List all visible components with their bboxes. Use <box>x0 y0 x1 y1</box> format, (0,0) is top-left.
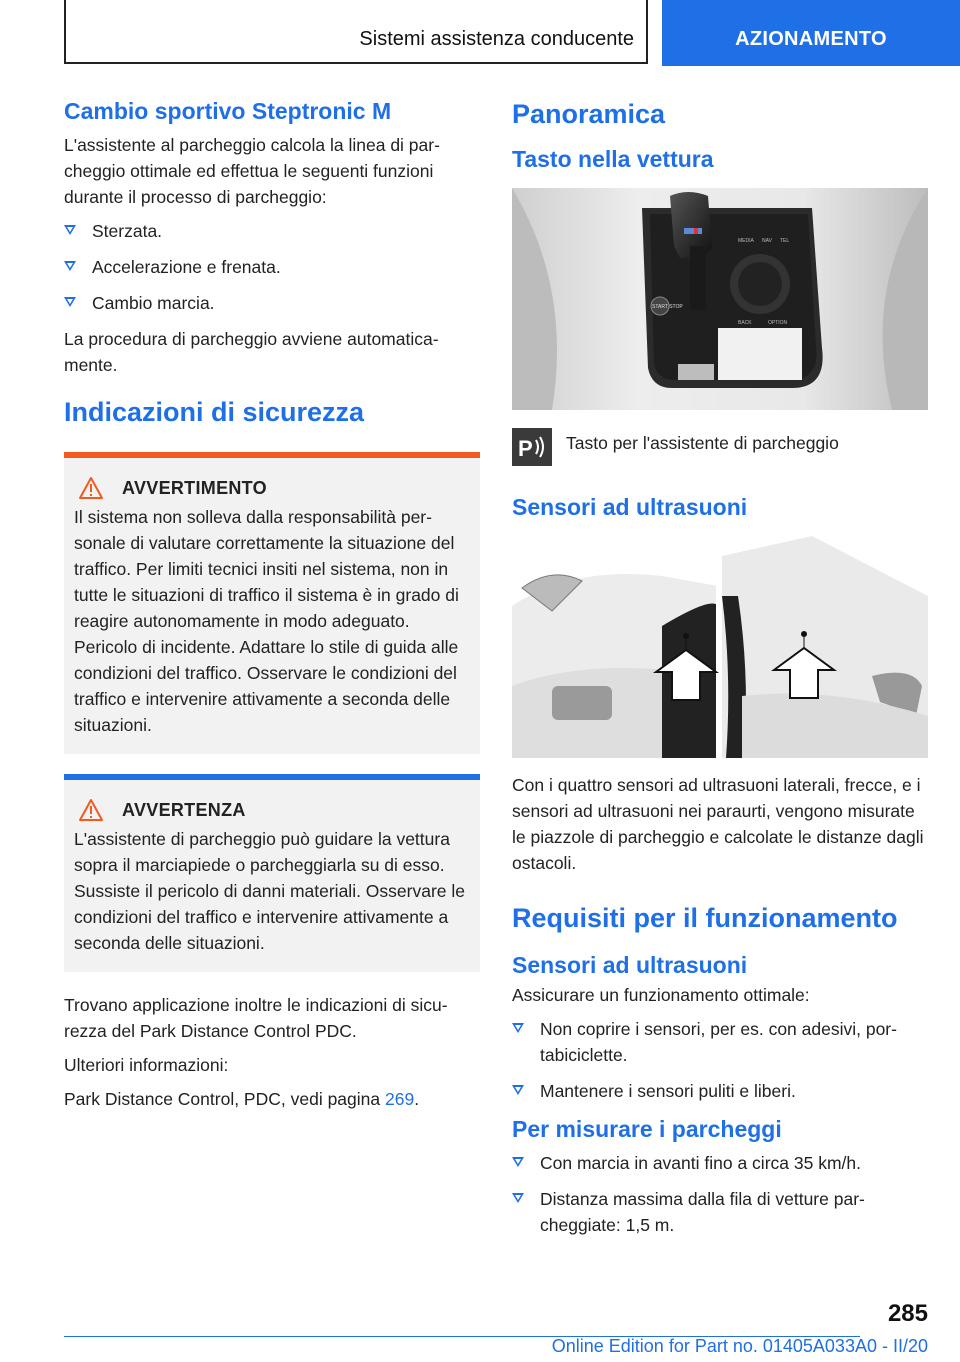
section-title: Sistemi assistenza conducente <box>359 28 634 50</box>
list-item: Accelerazione e frenata. <box>64 254 480 280</box>
back-label: BACK <box>738 320 752 326</box>
start-stop-label: START STOP <box>652 304 683 310</box>
warning-triangle-icon <box>78 476 104 500</box>
measure-list <box>512 1150 928 1238</box>
reference-paragraph: Park Distance Control, PDC, vedi pagina 269. <box>64 1089 420 1109</box>
page-reference-link[interactable]: 269 <box>384 1089 415 1109</box>
list-item: Sterzata. <box>64 218 480 244</box>
list-item: Non coprire i sensori, per es. con adesivi, portabiciclette. <box>512 1016 928 1068</box>
sensors-paragraph: Con i quattro sensori ad ultrasuoni laterali, frecce, e i sensori ad ultrasuoni nei paraurti, vengono misurate le piazzole di parcheggio e calcolate le distanze dagli ostacoli. <box>512 775 924 873</box>
notice-title: AVVERTENZA <box>122 799 246 820</box>
heading-sensors-requirements: Sensori ad ultrasuoni <box>512 952 748 978</box>
warning-title: AVVERTIMENTO <box>122 477 267 498</box>
heading-button: Tasto nella vettura <box>512 146 714 172</box>
list-item: Mantenere i sensori puliti e liberi. <box>512 1078 928 1104</box>
chapter-tab <box>662 0 960 66</box>
bullet-triangle-icon <box>64 297 76 307</box>
warning-triangle-icon <box>78 798 104 822</box>
section-tab <box>64 0 648 64</box>
warning-text: Il sistema non solleva dalla responsabilità personale di valutare correttamente la situazione del traffico. Per limiti tecnici insiti nel sistema, non in tutte le situazioni di traffico il sistema è in grado di reagire autonomamente in modo adeguato. Pericolo di incidente. Adattare lo stile di guida alle condizioni del traffico. Osservare le condizioni del traffico e intervenire attivamente a seconda delle situazioni. <box>74 507 459 735</box>
list-item: Con marcia in avanti fino a circa 35 km/h. <box>512 1150 928 1176</box>
intro-paragraph: L'assistente al parcheggio calcola la linea di parcheggio ottimale ed effettua le seguenti funzioni durante il processo di parcheggio: <box>64 135 440 207</box>
nav-label: NAV <box>762 238 772 244</box>
bullet-triangle-icon <box>512 1157 524 1167</box>
caption-text: Tasto per l'assistente di parcheggio <box>566 433 839 453</box>
heading-measure: Per misurare i parcheggi <box>512 1116 782 1142</box>
bullet-triangle-icon <box>512 1085 524 1095</box>
notice-box <box>64 774 480 972</box>
warning-box <box>64 452 480 754</box>
pdc-paragraph: Trovano applicazione inoltre le indicazioni di sicurezza del Park Distance Control PDC. <box>64 995 448 1041</box>
list-item: Cambio marcia. <box>64 290 480 316</box>
page-footer <box>64 1300 928 1356</box>
bullet-triangle-icon <box>64 225 76 235</box>
heading-sensors: Sensori ad ultrasuoni <box>512 494 748 520</box>
page-number: 285 <box>887 1300 928 1327</box>
bumper-figure <box>512 536 928 758</box>
heading-steptronic: Cambio sportivo Steptronic M <box>64 98 392 124</box>
more-info-label: Ulteriori informazioni: <box>64 1055 229 1075</box>
bullet-triangle-icon <box>64 261 76 271</box>
heading-requirements: Requisiti per il funzionamento <box>512 903 898 933</box>
chapter-title: AZIONAMENTO <box>735 28 887 50</box>
notice-text: L'assistente di parcheggio può guidare la vettura sopra il marciapiede o parcheggiarla su di esso. Sussiste il pericolo di danni materiali. Osservare le condizioni del traffico e intervenire attivamente a seconda delle situazioni. <box>74 829 465 953</box>
bullet-triangle-icon <box>512 1193 524 1203</box>
svg-text:P: P <box>518 436 533 461</box>
bullet-triangle-icon <box>512 1023 524 1033</box>
list-item: Distanza massima dalla fila di vetture parcheggiate: 1,5 m. <box>512 1186 928 1238</box>
bumper-illustration <box>512 536 928 758</box>
function-list <box>64 218 480 316</box>
figure-caption <box>512 428 928 466</box>
heading-safety: Indicazioni di sicurezza <box>64 397 365 427</box>
edition-text: Online Edition for Part no. 01405A033A0 - II/20 <box>551 1336 928 1356</box>
media-label: MEDIA <box>738 238 754 244</box>
right-column <box>512 96 928 1248</box>
console-illustration <box>512 188 928 410</box>
heading-overview: Panoramica <box>512 99 666 129</box>
park-assist-button-icon <box>512 428 552 466</box>
optimal-paragraph: Assicurare un funzionamento ottimale: <box>512 985 810 1005</box>
auto-paragraph: La procedura di parcheggio avviene automaticamente. <box>64 329 439 375</box>
console-figure <box>512 188 928 410</box>
page-header <box>64 0 960 66</box>
left-column <box>64 96 480 1120</box>
option-label: OPTION <box>768 320 788 326</box>
sensor-care-list <box>512 1016 928 1104</box>
tel-label: TEL <box>780 238 790 244</box>
